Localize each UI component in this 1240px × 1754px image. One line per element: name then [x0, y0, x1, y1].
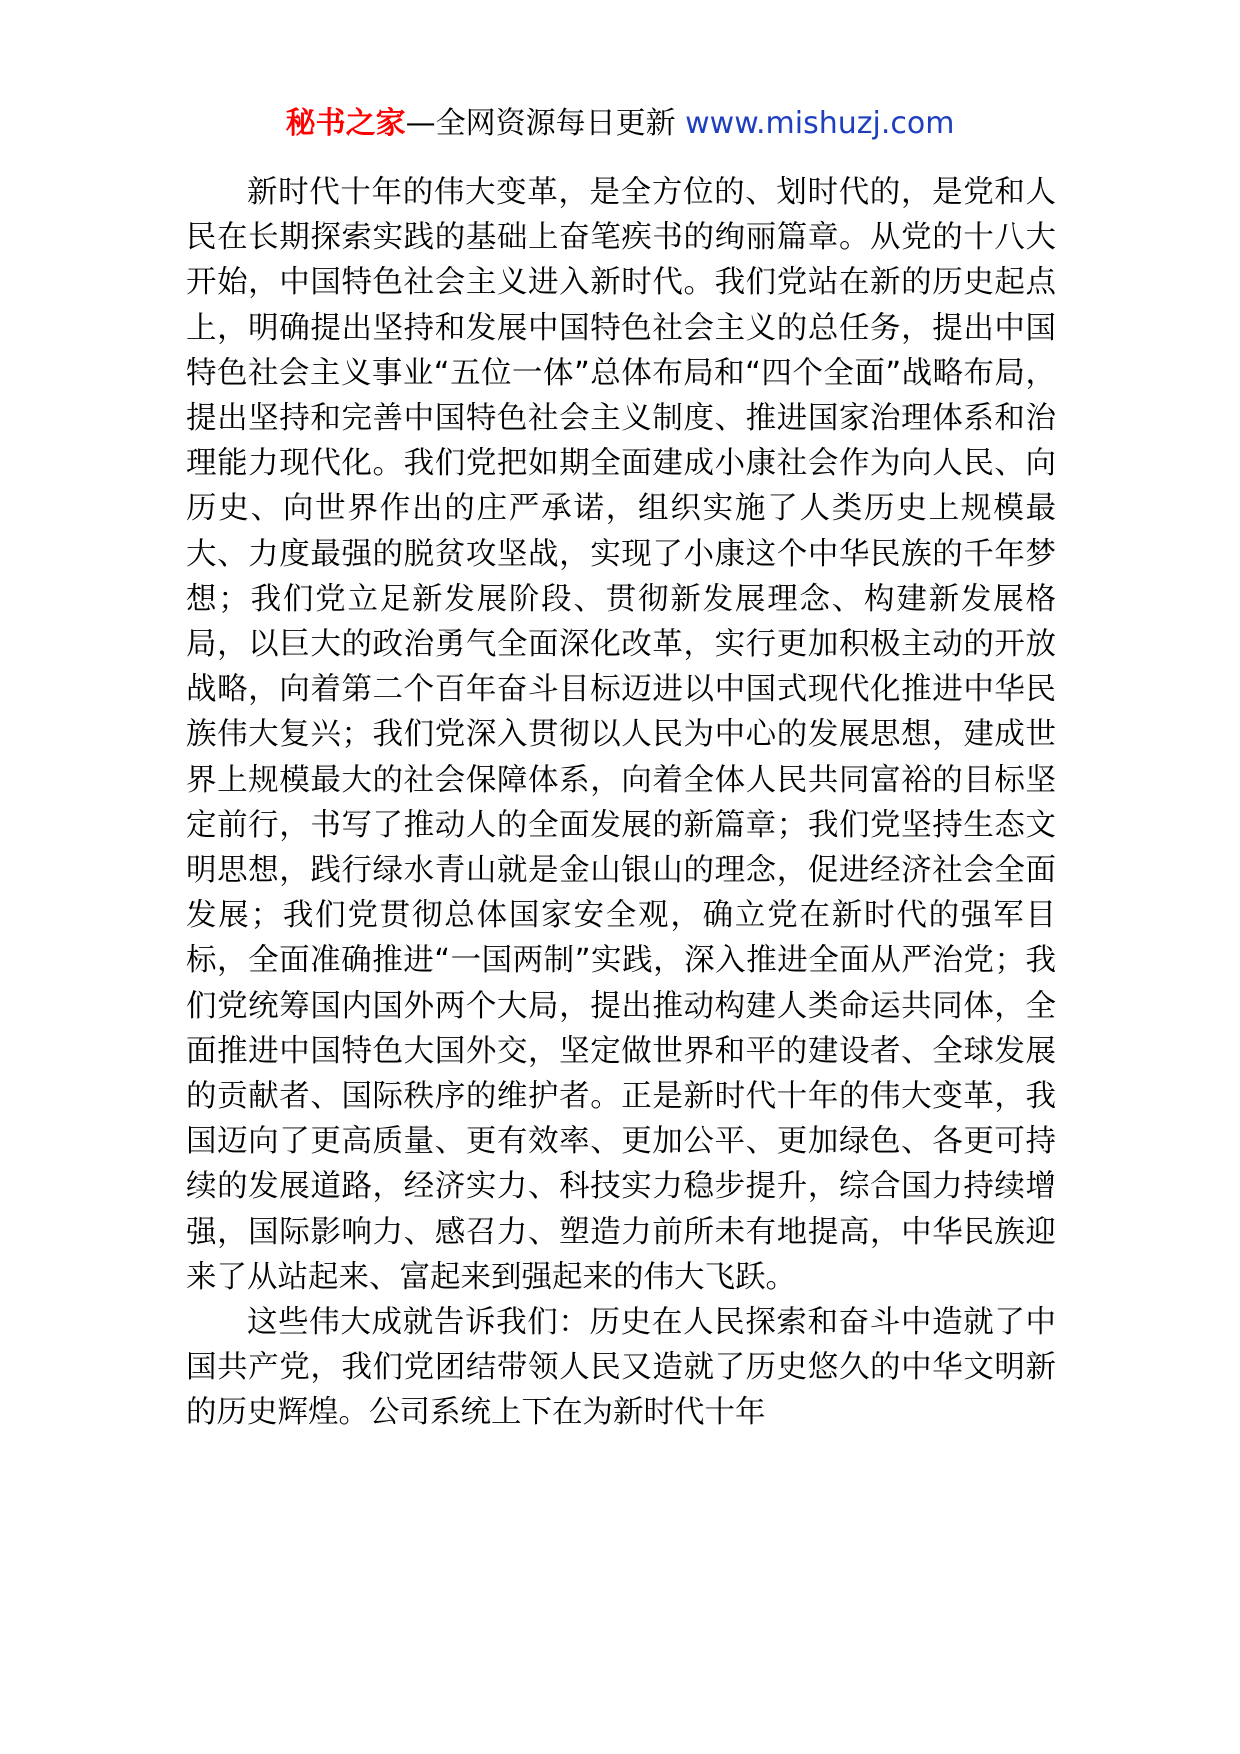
header-tagline: —全网资源每日更新	[405, 106, 686, 141]
site-url-link[interactable]: www.mishuzj.com	[685, 106, 955, 141]
article-body	[186, 170, 1056, 1436]
paragraph-2: 这些伟大成就告诉我们：历史在人民探索和奋斗中造就了中国共产党，我们党团结带领人民又造就了历史悠久的中华文明新的历史辉煌。公司系统上下在为新时代十年	[186, 1305, 1056, 1431]
paragraph-1: 新时代十年的伟大变革，是全方位的、划时代的，是党和人民在长期探索实践的基础上奋笔疾书的绚丽篇章。从党的十八大开始，中国特色社会主义进入新时代。我们党站在新的历史起点上，明确提出坚持和发展中国特色社会主义的总任务，提出中国特色社会主义事业“五位一体”总体布局和“四个全面”战略布局，提出坚持和完善中国特色社会主义制度、推进国家治理体系和治理能力现代化。我们党把如期全面建成小康社会作为向人民、向历史、向世界作出的庄严承诺，组织实施了人类历史上规模最大、力度最强的脱贫攻坚战，实现了小康这个中华民族的千年梦想；我们党立足新发展阶段、贯彻新发展理念、构建新发展格局，以巨大的政治勇气全面深化改革，实行更加积极主动的开放战略，向着第二个百年奋斗目标迈进以中国式现代化推进中华民族伟大复兴；我们党深入贯彻以人民为中心的发展思想，建成世界上规模最大的社会保障体系，向着全体人民共同富裕的目标坚定前行，书写了推动人的全面发展的新篇章；我们党坚持生态文明思想，践行绿水青山就是金山银山的理念，促进经济社会全面发展；我们党贯彻总体国家安全观，确立党在新时代的强军目标，全面准确推进“一国两制”实践，深入推进全面从严治党；我们党统筹国内国外两个大局，提出推动构建人类命运共同体，全面推进中国特色大国外交，坚定做世界和平的建设者、全球发展的贡献者、国际秩序的维护者。正是新时代十年的伟大变革，我国迈向了更高质量、更有效率、更加公平、更加绿色、各更可持续的发展道路，经济实力、科技实力稳步提升，综合国力持续增强，国际影响力、感召力、塑造力前所未有地提高，中华民族迎来了从站起来、富起来到强起来的伟大飞跃。	[186, 175, 1056, 1295]
brand-name: 秘书之家	[285, 106, 406, 141]
site-header	[0, 100, 1240, 148]
